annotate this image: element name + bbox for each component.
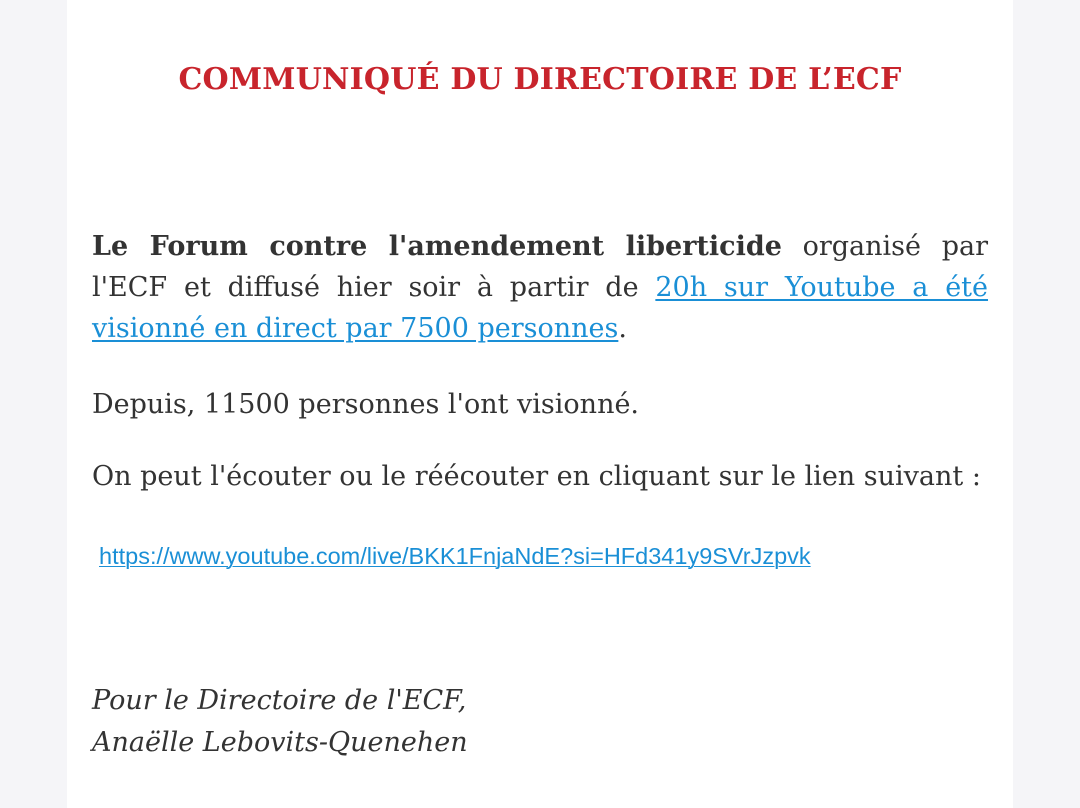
signature-line-directoire: Pour le Directoire de l'ECF, (92, 685, 467, 716)
communique-page (67, 0, 1013, 808)
forum-text-after-link: . (618, 313, 627, 344)
signature-name: Anaëlle Lebovits-Quenehen (92, 727, 468, 758)
signature-block (92, 680, 468, 764)
forum-bold-lead: Le Forum contre l'amendement liberticide (92, 231, 782, 262)
youtube-url-line (99, 540, 811, 572)
paragraph-listen-again: On peut l'écouter ou le réécouter en cliquant sur le lien suivant : (92, 461, 981, 492)
paragraph-viewers-since: Depuis, 11500 personnes l'ont visionné. (92, 389, 640, 420)
youtube-viewers-link[interactable]: 20h sur Youtube a été visionné en direct par 7500 personnes (92, 272, 989, 344)
page-title: COMMUNIQUÉ DU DIRECTOIRE DE L’ECF (178, 62, 902, 97)
forum-text-before-link: organisé par l'ECF et diffusé hier soir à partir de (92, 231, 989, 303)
paragraph-forum (92, 226, 988, 349)
youtube-url-link[interactable]: https://www.youtube.com/live/BKK1FnjaNdE?si=HFd341y9SVrJzpvk (99, 543, 811, 569)
